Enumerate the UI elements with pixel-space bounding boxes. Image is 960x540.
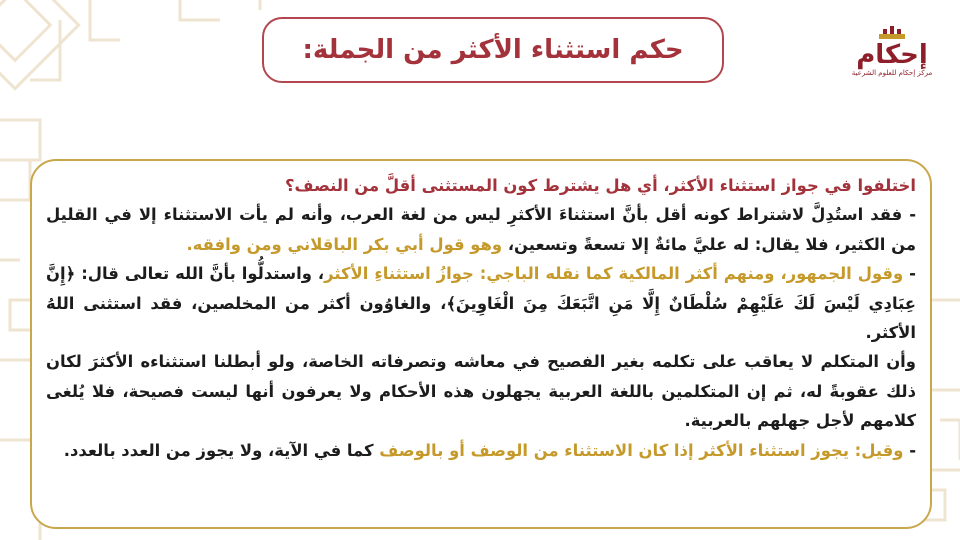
question-paragraph (46, 171, 916, 200)
question-text: اختلفوا في جواز استثناء الأكثر، أي هل يشترط كون المستثنى أقلَّ من النصف؟ (284, 176, 916, 195)
page-title: حكم استثناء الأكثر من الجملة: (302, 35, 684, 65)
paragraph-2 (46, 259, 916, 347)
paragraph-2-text: ، واستدلُّوا بأنَّ الله تعالى قال: ﴿إِنَّ عِبَادِي لَيْسَ لَكَ عَلَيْهِمْ سُلْطَانٌ إِلَّا مَنِ اتَّبَعَكَ مِنَ الْغَاوِينَ﴾، والغاوُون أكثر من المخلصين، فقد استثنى اللهُ الأكثر. (46, 264, 916, 343)
paragraph-4-dash: - (903, 440, 916, 460)
paragraph-1-highlight: وهو قول أبي بكر الباقلاني ومن وافقه. (186, 234, 503, 254)
content-box (30, 159, 932, 529)
logo-mark (877, 26, 907, 40)
paragraph-2-dash: - (903, 264, 916, 284)
paragraph-1-dash: - (902, 205, 917, 225)
paragraph-3 (46, 347, 916, 435)
logo-emblem-icon (877, 26, 907, 40)
paragraph-4-highlight: وقيل: يجوز استثناء الأكثر إذا كان الاستثناء من الوصف أو بالوصف (379, 440, 904, 460)
logo-subtitle: مركز إحكام للعلوم الشرعية (851, 69, 933, 77)
title-box (262, 17, 724, 83)
paragraph-1 (46, 200, 916, 259)
paragraph-3-text: وأن المتكلم لا يعاقب على تكلمه بغير الفصيح في معاشه وتصرفاته الخاصة، ولو أبطلنا استثناءه الأكثرَ لكان ذلك عقوبةً له، ثم إن المتكلمين باللغة العربية يجهلون هذه الأحكام ولا يعرفون أنها ليست فصيحة، فلا يُلغى كلامهم لأجل جهلهم بالعربية. (46, 352, 916, 431)
brand-logo (846, 26, 938, 96)
logo-name: إحكام (856, 40, 928, 70)
paragraph-4 (46, 436, 916, 465)
paragraph-2-highlight: وقول الجمهور، ومنهم أكثر المالكية كما نقله الباجي: جوازُ استثناءِ الأكثر (324, 264, 904, 284)
paragraph-4-text: كما في الآية، ولا يجوز من العدد بالعدد. (63, 440, 380, 460)
content-text (46, 171, 916, 465)
paragraph-1-text: فقد استُدِلَّ لاشتراط كونه أقل بأنَّ استثناءَ الأكثرِ ليس من لغة العرب، وأنه لم يأت الاستثناء إلا في القليل من الكثير، فلا يقال: له عليَّ مائةٌ إلا تسعةً وتسعين، (46, 205, 916, 254)
